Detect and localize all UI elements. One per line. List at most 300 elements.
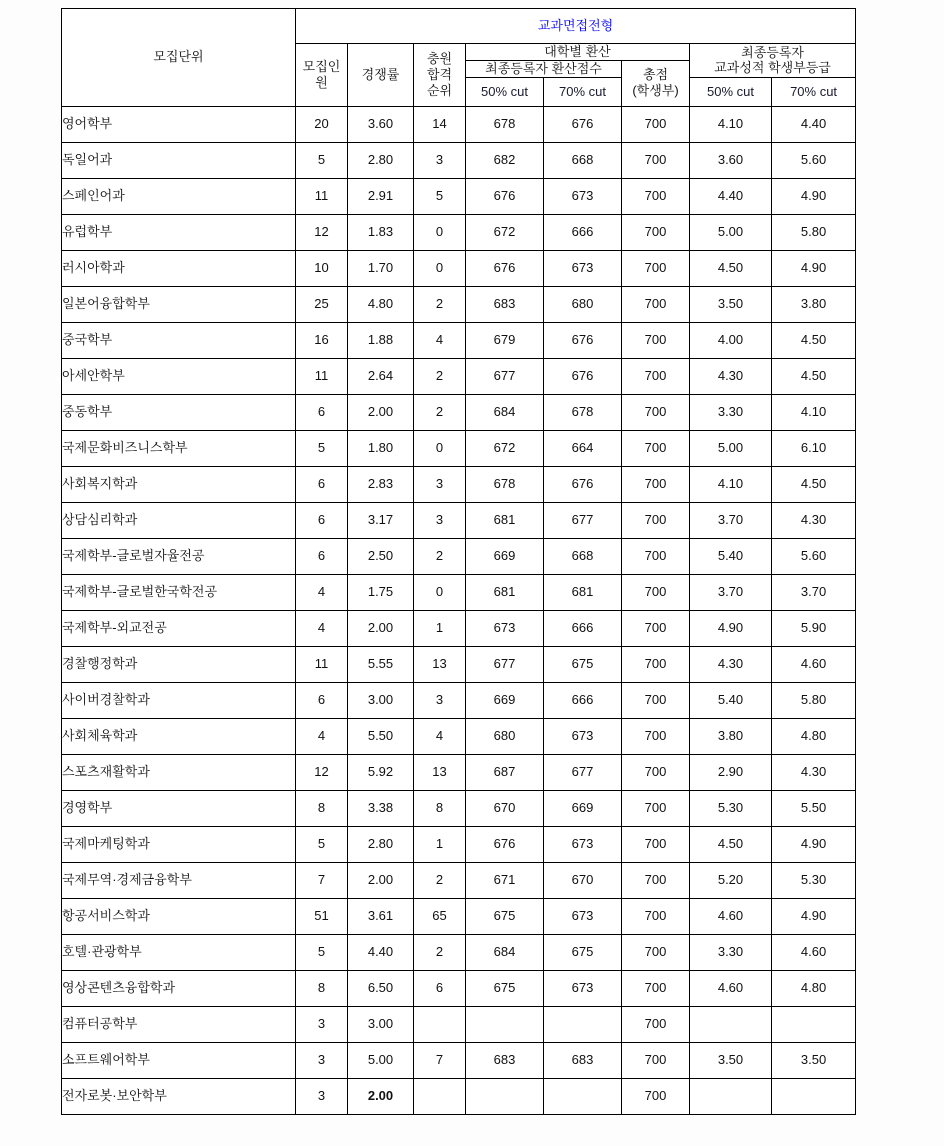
table-row	[62, 1078, 856, 1114]
cell-score-cut50: 673	[466, 610, 544, 646]
cell-score-cut50: 684	[466, 934, 544, 970]
cell-rank: 14	[414, 106, 466, 142]
cell-score-cut50: 675	[466, 970, 544, 1006]
cell-score-cut70: 675	[544, 934, 622, 970]
table-row	[62, 466, 856, 502]
cell-ratio: 1.83	[348, 214, 414, 250]
cell-recruitment-unit: 유럽학부	[62, 214, 296, 250]
cell-rank: 13	[414, 646, 466, 682]
cell-recruitment-unit: 국제학부-글로벌한국학전공	[62, 574, 296, 610]
cell-ratio: 2.50	[348, 538, 414, 574]
admissions-results-table	[61, 8, 856, 1115]
header-recruitment-unit: 모집단위	[62, 9, 296, 107]
admissions-table-container	[61, 8, 855, 1115]
cell-recruitment-unit: 아세안학부	[62, 358, 296, 394]
cell-grade-cut50: 3.30	[690, 934, 772, 970]
cell-score-cut50: 678	[466, 106, 544, 142]
cell-quota: 4	[296, 574, 348, 610]
cell-rank: 1	[414, 826, 466, 862]
cell-score-cut70: 666	[544, 610, 622, 646]
cell-grade-cut70: 4.80	[772, 718, 856, 754]
cell-grade-cut50: 4.60	[690, 898, 772, 934]
cell-total: 700	[622, 142, 690, 178]
cell-ratio: 3.38	[348, 790, 414, 826]
cell-grade-cut70: 4.30	[772, 754, 856, 790]
cell-quota: 8	[296, 790, 348, 826]
cell-grade-cut70: 5.80	[772, 682, 856, 718]
cell-score-cut50: 683	[466, 286, 544, 322]
cell-total: 700	[622, 502, 690, 538]
cell-grade-cut70: 4.40	[772, 106, 856, 142]
cell-score-cut70: 673	[544, 250, 622, 286]
header-rank-line2: 합격	[426, 66, 453, 82]
cell-grade-cut50: 5.00	[690, 214, 772, 250]
cell-grade-cut50: 3.50	[690, 1042, 772, 1078]
cell-quota: 4	[296, 610, 348, 646]
cell-score-cut70: 676	[544, 322, 622, 358]
cell-quota: 5	[296, 430, 348, 466]
cell-score-cut70: 664	[544, 430, 622, 466]
cell-rank: 2	[414, 934, 466, 970]
cell-score-cut70: 673	[544, 178, 622, 214]
cell-score-cut50: 676	[466, 178, 544, 214]
cell-quota: 3	[296, 1006, 348, 1042]
cell-score-cut70: 673	[544, 826, 622, 862]
cell-total: 700	[622, 646, 690, 682]
cell-score-cut70	[544, 1078, 622, 1114]
cell-quota: 6	[296, 394, 348, 430]
cell-recruitment-unit: 스포츠재활학과	[62, 754, 296, 790]
cell-recruitment-unit: 사회복지학과	[62, 466, 296, 502]
cell-recruitment-unit: 상담심리학과	[62, 502, 296, 538]
header-admission-track: 교과면접전형	[296, 9, 856, 44]
cell-score-cut50: 669	[466, 682, 544, 718]
table-row	[62, 430, 856, 466]
cell-total: 700	[622, 970, 690, 1006]
table-row	[62, 214, 856, 250]
cell-total: 700	[622, 214, 690, 250]
cell-grade-cut50: 4.90	[690, 610, 772, 646]
cell-score-cut50: 682	[466, 142, 544, 178]
cell-rank	[414, 1006, 466, 1042]
cell-score-cut50: 678	[466, 466, 544, 502]
cell-recruitment-unit: 사이버경찰학과	[62, 682, 296, 718]
cell-score-cut50: 672	[466, 430, 544, 466]
table-row	[62, 970, 856, 1006]
cell-grade-cut50: 5.00	[690, 430, 772, 466]
table-row	[62, 538, 856, 574]
cell-score-cut50: 684	[466, 394, 544, 430]
cell-grade-cut70: 4.90	[772, 898, 856, 934]
cell-ratio: 1.80	[348, 430, 414, 466]
header-quota	[296, 44, 348, 107]
cell-total: 700	[622, 178, 690, 214]
header-score-cut-70: 70% cut	[544, 77, 622, 106]
cell-grade-cut50: 4.50	[690, 250, 772, 286]
cell-ratio: 5.55	[348, 646, 414, 682]
cell-quota: 51	[296, 898, 348, 934]
header-total-line2: (학생부)	[632, 83, 679, 99]
cell-recruitment-unit: 국제무역·경제금융학부	[62, 862, 296, 898]
header-rank-line3: 순위	[426, 82, 453, 98]
cell-ratio: 6.50	[348, 970, 414, 1006]
cell-score-cut50: 680	[466, 718, 544, 754]
table-row	[62, 646, 856, 682]
cell-grade-cut70: 4.80	[772, 970, 856, 1006]
table-row	[62, 322, 856, 358]
cell-grade-cut50: 4.30	[690, 358, 772, 394]
cell-rank: 65	[414, 898, 466, 934]
cell-rank: 4	[414, 322, 466, 358]
header-total-score	[622, 60, 690, 106]
cell-quota: 6	[296, 538, 348, 574]
table-row	[62, 394, 856, 430]
cell-rank: 0	[414, 574, 466, 610]
header-final-converted-score: 최종등록자 환산점수	[466, 60, 622, 77]
cell-rank: 2	[414, 538, 466, 574]
table-row	[62, 754, 856, 790]
cell-score-cut70: 669	[544, 790, 622, 826]
cell-grade-cut70: 4.30	[772, 502, 856, 538]
cell-grade-cut70: 4.60	[772, 934, 856, 970]
cell-grade-cut50: 4.10	[690, 466, 772, 502]
cell-recruitment-unit: 국제마케팅학과	[62, 826, 296, 862]
cell-ratio: 5.92	[348, 754, 414, 790]
cell-score-cut70: 677	[544, 754, 622, 790]
cell-score-cut70: 673	[544, 898, 622, 934]
table-header	[62, 9, 856, 107]
cell-score-cut70: 676	[544, 106, 622, 142]
cell-rank: 6	[414, 970, 466, 1006]
cell-quota: 8	[296, 970, 348, 1006]
cell-quota: 25	[296, 286, 348, 322]
cell-score-cut70: 677	[544, 502, 622, 538]
cell-ratio: 2.80	[348, 142, 414, 178]
cell-total: 700	[622, 574, 690, 610]
cell-grade-cut70: 5.60	[772, 142, 856, 178]
cell-ratio: 3.00	[348, 682, 414, 718]
cell-ratio: 4.80	[348, 286, 414, 322]
cell-grade-cut50: 4.50	[690, 826, 772, 862]
cell-ratio: 2.80	[348, 826, 414, 862]
header-grade-group-line1: 최종등록자	[741, 44, 804, 60]
table-row	[62, 106, 856, 142]
cell-grade-cut50: 4.40	[690, 178, 772, 214]
cell-quota: 6	[296, 466, 348, 502]
cell-recruitment-unit: 일본어융합학부	[62, 286, 296, 322]
cell-score-cut70	[544, 1006, 622, 1042]
table-row	[62, 790, 856, 826]
cell-score-cut50: 676	[466, 250, 544, 286]
cell-total: 700	[622, 682, 690, 718]
cell-grade-cut50	[690, 1006, 772, 1042]
cell-ratio: 2.83	[348, 466, 414, 502]
cell-total: 700	[622, 1042, 690, 1078]
cell-total: 700	[622, 286, 690, 322]
cell-quota: 11	[296, 178, 348, 214]
header-rank-line1: 충원	[426, 51, 453, 67]
cell-score-cut50: 671	[466, 862, 544, 898]
cell-recruitment-unit: 경찰행정학과	[62, 646, 296, 682]
cell-grade-cut50: 4.30	[690, 646, 772, 682]
cell-rank: 5	[414, 178, 466, 214]
cell-quota: 12	[296, 754, 348, 790]
cell-total: 700	[622, 898, 690, 934]
cell-recruitment-unit: 영어학부	[62, 106, 296, 142]
cell-grade-cut50: 4.00	[690, 322, 772, 358]
header-quota-line1: 모집인	[302, 59, 341, 74]
cell-quota: 5	[296, 826, 348, 862]
cell-score-cut70: 678	[544, 394, 622, 430]
cell-recruitment-unit: 국제문화비즈니스학부	[62, 430, 296, 466]
table-row	[62, 1006, 856, 1042]
cell-score-cut50: 676	[466, 826, 544, 862]
cell-score-cut50: 681	[466, 574, 544, 610]
table-row	[62, 178, 856, 214]
header-score-cut-50: 50% cut	[466, 77, 544, 106]
cell-score-cut50	[466, 1078, 544, 1114]
cell-recruitment-unit: 영상콘텐츠융합학과	[62, 970, 296, 1006]
table-row	[62, 1042, 856, 1078]
cell-rank: 3	[414, 682, 466, 718]
cell-rank	[414, 1078, 466, 1114]
table-row	[62, 574, 856, 610]
cell-grade-cut50: 3.70	[690, 502, 772, 538]
cell-score-cut50: 672	[466, 214, 544, 250]
cell-recruitment-unit: 호텔·관광학부	[62, 934, 296, 970]
cell-score-cut70: 676	[544, 358, 622, 394]
cell-ratio: 2.00	[348, 862, 414, 898]
cell-rank: 3	[414, 142, 466, 178]
cell-ratio: 1.75	[348, 574, 414, 610]
cell-quota: 3	[296, 1042, 348, 1078]
cell-score-cut50: 687	[466, 754, 544, 790]
cell-grade-cut70: 4.50	[772, 466, 856, 502]
cell-score-cut70: 680	[544, 286, 622, 322]
cell-ratio: 1.70	[348, 250, 414, 286]
cell-grade-cut50: 5.20	[690, 862, 772, 898]
header-grade-cut-70: 70% cut	[772, 77, 856, 106]
cell-recruitment-unit: 스페인어과	[62, 178, 296, 214]
cell-ratio: 5.00	[348, 1042, 414, 1078]
cell-score-cut50	[466, 1006, 544, 1042]
table-row	[62, 898, 856, 934]
header-row-1	[62, 9, 856, 44]
cell-quota: 4	[296, 718, 348, 754]
table-row	[62, 826, 856, 862]
cell-grade-cut70: 3.80	[772, 286, 856, 322]
cell-grade-cut50: 3.50	[690, 286, 772, 322]
header-grade-cut-50: 50% cut	[690, 77, 772, 106]
header-quota-line2: 원	[315, 74, 328, 90]
cell-grade-cut70: 5.50	[772, 790, 856, 826]
cell-grade-cut70: 4.90	[772, 826, 856, 862]
cell-rank: 0	[414, 250, 466, 286]
cell-rank: 1	[414, 610, 466, 646]
header-grade-group-line2: 교과성적 학생부등급	[714, 60, 831, 76]
cell-ratio: 3.00	[348, 1006, 414, 1042]
table-row	[62, 250, 856, 286]
cell-recruitment-unit: 소프트웨어학부	[62, 1042, 296, 1078]
table-row	[62, 610, 856, 646]
cell-recruitment-unit: 러시아학과	[62, 250, 296, 286]
table-row	[62, 934, 856, 970]
cell-rank: 3	[414, 502, 466, 538]
cell-ratio: 2.00	[348, 1078, 414, 1114]
cell-total: 700	[622, 862, 690, 898]
table-row	[62, 682, 856, 718]
cell-grade-cut70: 5.90	[772, 610, 856, 646]
cell-quota: 16	[296, 322, 348, 358]
cell-rank: 2	[414, 394, 466, 430]
cell-recruitment-unit: 국제학부-글로벌자율전공	[62, 538, 296, 574]
cell-quota: 6	[296, 682, 348, 718]
cell-ratio: 3.61	[348, 898, 414, 934]
cell-rank: 3	[414, 466, 466, 502]
cell-recruitment-unit: 컴퓨터공학부	[62, 1006, 296, 1042]
cell-rank: 8	[414, 790, 466, 826]
table-row	[62, 358, 856, 394]
cell-ratio: 4.40	[348, 934, 414, 970]
cell-score-cut50: 683	[466, 1042, 544, 1078]
cell-recruitment-unit: 항공서비스학과	[62, 898, 296, 934]
cell-score-cut50: 675	[466, 898, 544, 934]
cell-quota: 20	[296, 106, 348, 142]
header-final-grade-group	[690, 44, 856, 78]
cell-total: 700	[622, 322, 690, 358]
cell-rank: 0	[414, 430, 466, 466]
cell-quota: 3	[296, 1078, 348, 1114]
cell-ratio: 3.17	[348, 502, 414, 538]
cell-grade-cut70: 4.90	[772, 178, 856, 214]
cell-grade-cut50: 3.80	[690, 718, 772, 754]
cell-score-cut70: 681	[544, 574, 622, 610]
cell-quota: 11	[296, 646, 348, 682]
cell-grade-cut70: 3.70	[772, 574, 856, 610]
cell-score-cut70: 683	[544, 1042, 622, 1078]
cell-grade-cut50: 3.60	[690, 142, 772, 178]
cell-grade-cut70: 5.60	[772, 538, 856, 574]
cell-ratio: 2.91	[348, 178, 414, 214]
cell-score-cut70: 666	[544, 214, 622, 250]
cell-total: 700	[622, 538, 690, 574]
cell-score-cut50: 681	[466, 502, 544, 538]
cell-score-cut70: 673	[544, 970, 622, 1006]
cell-total: 700	[622, 394, 690, 430]
cell-ratio: 3.60	[348, 106, 414, 142]
cell-score-cut70: 675	[544, 646, 622, 682]
table-body	[62, 106, 856, 1114]
cell-recruitment-unit: 중국학부	[62, 322, 296, 358]
cell-total: 700	[622, 1078, 690, 1114]
table-row	[62, 862, 856, 898]
header-additional-pass-rank	[414, 44, 466, 107]
cell-total: 700	[622, 106, 690, 142]
cell-total: 700	[622, 826, 690, 862]
cell-quota: 6	[296, 502, 348, 538]
cell-total: 700	[622, 754, 690, 790]
cell-total: 700	[622, 934, 690, 970]
cell-total: 700	[622, 466, 690, 502]
cell-score-cut70: 666	[544, 682, 622, 718]
cell-grade-cut70: 3.50	[772, 1042, 856, 1078]
cell-grade-cut50: 5.40	[690, 682, 772, 718]
cell-rank: 2	[414, 862, 466, 898]
cell-grade-cut70: 6.10	[772, 430, 856, 466]
cell-grade-cut50: 4.10	[690, 106, 772, 142]
cell-total: 700	[622, 718, 690, 754]
cell-grade-cut50: 5.30	[690, 790, 772, 826]
cell-score-cut50: 677	[466, 646, 544, 682]
cell-ratio: 1.88	[348, 322, 414, 358]
cell-score-cut50: 670	[466, 790, 544, 826]
table-row	[62, 502, 856, 538]
cell-rank: 2	[414, 358, 466, 394]
cell-grade-cut70: 4.90	[772, 250, 856, 286]
cell-grade-cut50	[690, 1078, 772, 1114]
header-total-line1: 총점	[642, 67, 669, 83]
cell-grade-cut70: 5.30	[772, 862, 856, 898]
cell-total: 700	[622, 1006, 690, 1042]
cell-grade-cut70	[772, 1078, 856, 1114]
cell-ratio: 2.00	[348, 610, 414, 646]
cell-score-cut50: 669	[466, 538, 544, 574]
cell-recruitment-unit: 국제학부-외교전공	[62, 610, 296, 646]
cell-score-cut70: 668	[544, 142, 622, 178]
cell-total: 700	[622, 430, 690, 466]
cell-grade-cut70	[772, 1006, 856, 1042]
cell-quota: 12	[296, 214, 348, 250]
cell-score-cut70: 673	[544, 718, 622, 754]
cell-grade-cut70: 5.80	[772, 214, 856, 250]
cell-quota: 7	[296, 862, 348, 898]
cell-grade-cut70: 4.50	[772, 358, 856, 394]
cell-total: 700	[622, 790, 690, 826]
cell-grade-cut50: 2.90	[690, 754, 772, 790]
cell-total: 700	[622, 358, 690, 394]
cell-score-cut70: 676	[544, 466, 622, 502]
cell-grade-cut50: 4.60	[690, 970, 772, 1006]
cell-recruitment-unit: 중동학부	[62, 394, 296, 430]
cell-rank: 13	[414, 754, 466, 790]
cell-grade-cut50: 3.30	[690, 394, 772, 430]
cell-score-cut50: 679	[466, 322, 544, 358]
cell-recruitment-unit: 경영학부	[62, 790, 296, 826]
header-university-conversion-group: 대학별 환산	[466, 44, 690, 61]
table-row	[62, 718, 856, 754]
cell-quota: 5	[296, 934, 348, 970]
table-row	[62, 286, 856, 322]
cell-recruitment-unit: 전자로봇·보안학부	[62, 1078, 296, 1114]
cell-grade-cut70: 4.10	[772, 394, 856, 430]
cell-grade-cut50: 3.70	[690, 574, 772, 610]
cell-quota: 11	[296, 358, 348, 394]
cell-rank: 0	[414, 214, 466, 250]
table-row	[62, 142, 856, 178]
cell-total: 700	[622, 250, 690, 286]
cell-quota: 5	[296, 142, 348, 178]
cell-ratio: 2.00	[348, 394, 414, 430]
cell-score-cut70: 668	[544, 538, 622, 574]
cell-recruitment-unit: 사회체육학과	[62, 718, 296, 754]
header-competition-ratio: 경쟁률	[348, 44, 414, 107]
cell-rank: 2	[414, 286, 466, 322]
cell-grade-cut70: 4.50	[772, 322, 856, 358]
cell-quota: 10	[296, 250, 348, 286]
cell-rank: 7	[414, 1042, 466, 1078]
cell-recruitment-unit: 독일어과	[62, 142, 296, 178]
cell-ratio: 5.50	[348, 718, 414, 754]
